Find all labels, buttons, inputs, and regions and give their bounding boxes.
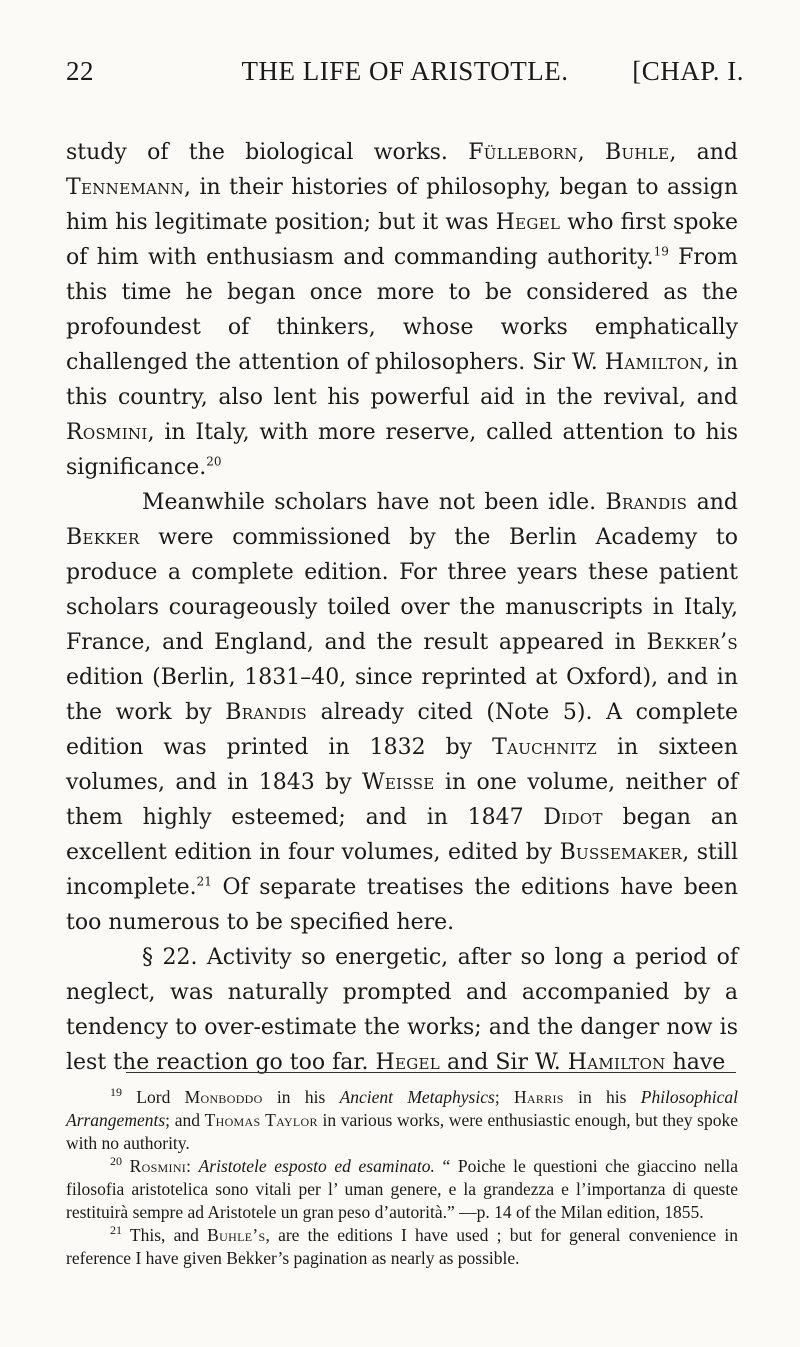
footnotes bbox=[66, 1086, 738, 1270]
text-run: , bbox=[577, 140, 606, 165]
text-run: in one volume, neither of them highly esteemed; and in 1847 bbox=[66, 770, 738, 830]
name-rosmini: Rosmini bbox=[66, 420, 148, 445]
text-run: study of the biological works. bbox=[66, 140, 469, 165]
footnote-ref-19[interactable]: 19 bbox=[653, 244, 669, 259]
text-run: “ Poiche le questioni che giaccino nella filosofia aristotelica sono vitali per l’ uman genere, e la grandezza e l’importanza di queste restituirà sempre ad Aristotele un gran peso d’autorità.” —p. 14 of the Milan edition, 1855. bbox=[66, 1156, 739, 1222]
text-run: were commissioned by the Berlin Academy to produce a complete edition. For three years these patient scholars courageously toiled over the manuscripts in Italy, France, and England, and the result appeared in bbox=[66, 525, 738, 655]
name-bekkers: Bekker’s bbox=[646, 630, 738, 655]
name-hegel: Hegel bbox=[495, 210, 561, 235]
text-run: § 22. Activity so energetic, after so long a period of neglect, was naturally prompted and accompanied by a tendency to over-estimate the works; and the danger now is lest the reaction go too far. bbox=[66, 945, 738, 1075]
text-run: Meanwhile scholars have not been idle. bbox=[142, 490, 606, 515]
chapter-marker: [CHAP. I. bbox=[632, 56, 744, 86]
name-bekker: Bekker bbox=[66, 525, 140, 550]
text-run: , in their histories of philosophy, began to assign him his legitimate position; but it was bbox=[66, 175, 738, 235]
text-run: ; bbox=[494, 1087, 514, 1107]
name-hamilton: Hamilton bbox=[567, 1050, 666, 1075]
paragraph-1 bbox=[66, 135, 738, 485]
text-run: edition (Berlin, 1831–40, since reprinted at Oxford), and in the work by bbox=[66, 665, 738, 725]
name-tennemann: Tennemann bbox=[66, 175, 184, 200]
paragraph-2 bbox=[66, 485, 738, 940]
text-run: already cited (Note 5). A complete edition was printed in 1832 by bbox=[66, 700, 738, 760]
text-run: and bbox=[687, 490, 738, 515]
text-run: , and bbox=[669, 140, 738, 165]
name-hamilton: Hamilton bbox=[604, 350, 703, 375]
text-run: in various works, were enthusiastic enough, but they spoke with no authority. bbox=[66, 1110, 738, 1153]
text-run: , in this country, also lent his powerful aid in the revival, and bbox=[66, 350, 738, 410]
text-run: in his bbox=[563, 1087, 641, 1107]
name-rosmini: Rosmini bbox=[129, 1156, 187, 1176]
book-title: Philosophical Arrangements bbox=[66, 1087, 738, 1130]
name-buhle: Buhle bbox=[605, 140, 670, 165]
footnote-21 bbox=[66, 1224, 738, 1270]
name-taylor: Thomas Taylor bbox=[204, 1110, 318, 1130]
text-run bbox=[122, 1156, 130, 1176]
text-run: began an excellent edition in four volumes, edited by bbox=[66, 805, 738, 865]
main-text bbox=[66, 135, 738, 1080]
text-run: Lord bbox=[122, 1087, 185, 1107]
name-brandis: Brandis bbox=[225, 700, 307, 725]
text-run: From this time he began once more to be considered as the profoundest of thinkers, whose works emphatically challenged the attention of philosophers. Sir W. bbox=[66, 245, 739, 375]
text-run: This, and bbox=[122, 1225, 208, 1245]
name-monboddo: Monboddo bbox=[184, 1087, 263, 1107]
paragraph-3 bbox=[66, 940, 738, 1080]
text-run: in sixteen volumes, and in 1843 by bbox=[66, 735, 738, 795]
footnote-number: 20 bbox=[110, 1154, 122, 1169]
footnote-number: 19 bbox=[110, 1085, 122, 1100]
footnote-19 bbox=[66, 1086, 738, 1155]
text-run: have bbox=[665, 1050, 726, 1075]
name-bussemaker: Bussemaker bbox=[559, 840, 683, 865]
text-run: , in Italy, with more reserve, called attention to his significance. bbox=[66, 420, 738, 480]
book-title: Aristotele esposto ed esaminato. bbox=[198, 1156, 435, 1176]
text-run: who first spoke of him with enthusiasm and commanding authority. bbox=[66, 210, 739, 270]
name-didot: Didot bbox=[543, 805, 603, 830]
text-run: in his bbox=[262, 1087, 340, 1107]
footnote-divider bbox=[126, 1072, 736, 1073]
footnote-ref-20[interactable]: 20 bbox=[206, 454, 222, 469]
text-run: Of separate treatises the editions have been too numerous to be specified here. bbox=[66, 875, 738, 935]
name-brandis: Brandis bbox=[605, 490, 688, 515]
name-fulleborn: Fülleborn bbox=[468, 140, 578, 165]
footnote-number: 21 bbox=[110, 1223, 122, 1238]
text-run: ; and bbox=[165, 1110, 205, 1130]
name-harris: Harris bbox=[513, 1087, 564, 1107]
text-run: , are the editions I have used ; but for general convenience in reference I have given Bekker’s pagination as nearly as possible. bbox=[66, 1225, 738, 1268]
book-title: Ancient Metaphysics bbox=[339, 1087, 495, 1107]
name-weisse: Weisse bbox=[362, 770, 435, 795]
text-run: and Sir W. bbox=[439, 1050, 568, 1075]
text-run: : bbox=[186, 1156, 199, 1176]
name-hegel: Hegel bbox=[375, 1050, 440, 1075]
running-title: THE LIFE OF ARISTOTLE. bbox=[241, 56, 569, 86]
running-header bbox=[66, 56, 744, 92]
footnote-20 bbox=[66, 1155, 738, 1224]
footnote-ref-21[interactable]: 21 bbox=[196, 874, 212, 889]
name-buhles: Buhle’s bbox=[207, 1225, 266, 1245]
text-run: , still incomplete. bbox=[66, 840, 738, 900]
page-number: 22 bbox=[66, 56, 94, 86]
name-tauchnitz: Tauchnitz bbox=[492, 735, 597, 760]
